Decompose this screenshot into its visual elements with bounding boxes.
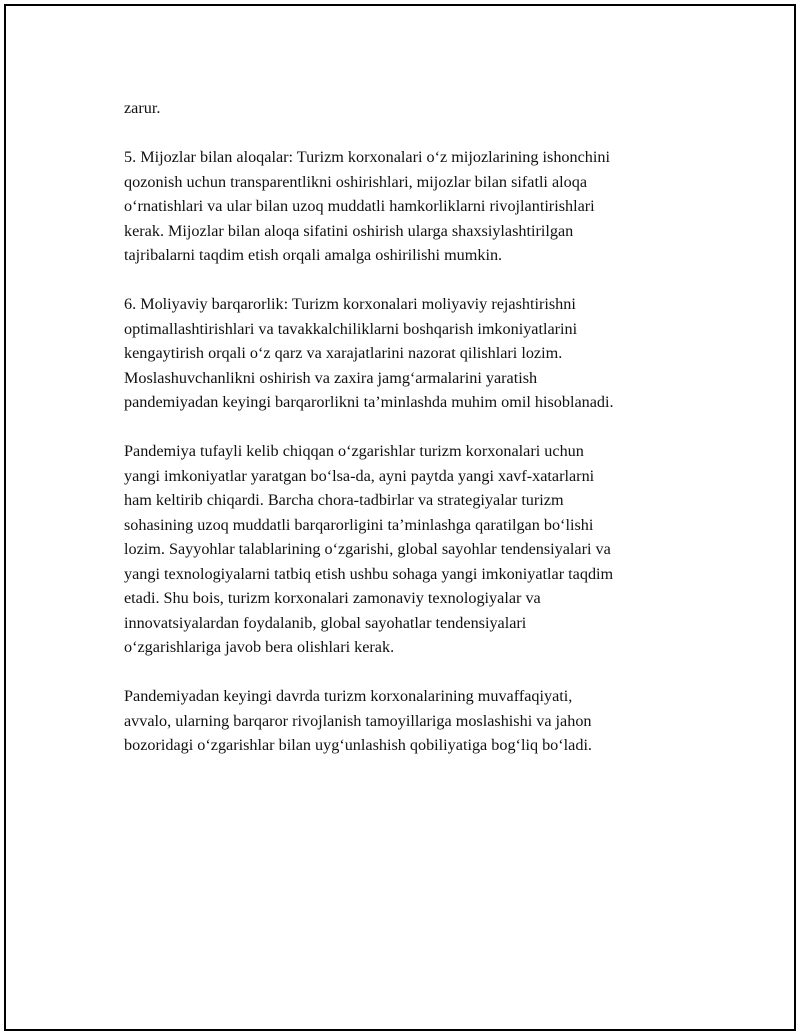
text-line: pandemiyadan keyingi barqarorlikni ta’minlashda muhim omil hisoblanadi.: [124, 393, 614, 411]
text-line: optimallashtirishlari va tavakkalchiliklarni boshqarish imkoniyatlarini: [124, 319, 578, 338]
text-line: ham keltirib chiqardi. Barcha chora-tadbirlar va strategiyalar turizm: [124, 491, 564, 509]
text-line: zarur.: [124, 99, 161, 117]
text-line: Moslashuvchanlikni oshirish va zaxira jamg‘armalarini yaratish: [124, 368, 538, 387]
text-line: kerak. Mijozlar bilan aloqa sifatini oshirish ularga shaxsiylashtirilgan: [124, 221, 574, 240]
text-line: yangi imkoniyatlar yaratgan bo‘lsa-da, ayni paytda yangi xavf-xatarlarni: [124, 466, 595, 485]
paragraph-conclusion: [124, 684, 704, 758]
text-line: Pandemiyadan keyingi davrda turizm korxonalarining muvaffaqiyati,: [124, 687, 573, 705]
paragraph-pandemic-changes: [124, 439, 704, 660]
paragraph-customer-relations: [124, 145, 704, 268]
text-line: o‘zgarishlariga javob bera olishlari kerak.: [124, 638, 395, 656]
text-line: Pandemiya tufayli kelib chiqqan o‘zgarishlar turizm korxonalari uchun: [124, 442, 584, 460]
text-line: avvalo, ularning barqaror rivojlanish tamoyillariga moslashishi va jahon: [124, 711, 592, 730]
text-line: innovatsiyalardan foydalanib, global sayohatlar tendensiyalari: [124, 613, 527, 632]
text-line: sohasining uzoq muddatli barqarorligini ta’minlashga qaratilgan bo‘lishi: [124, 515, 594, 534]
paragraph-continuation: [124, 96, 704, 121]
text-line: 5. Mijozlar bilan aloqalar: Turizm korxonalari o‘z mijozlarining ishonchini: [124, 148, 610, 166]
text-line: qozonish uchun transparentlikni oshirishlari, mijozlar bilan sifatli aloqa: [124, 172, 588, 191]
text-line: lozim. Sayyohlar talablarining o‘zgarishi, global sayohlar tendensiyalari va: [124, 540, 611, 558]
text-line: etadi. Shu bois, turizm korxonalari zamonaviy texnologiyalar va: [124, 589, 541, 607]
text-line: kengaytirish orqali o‘z qarz va xarajatlarini nazorat qilishlari lozim.: [124, 344, 563, 362]
text-line: o‘rnatishlari va ular bilan uzoq muddatli hamkorliklarni rivojlantirishlari: [124, 197, 595, 215]
paragraph-financial-stability: [124, 292, 704, 415]
document-page: [4, 4, 796, 1031]
text-line: bozoridagi o‘zgarishlar bilan uyg‘unlashish qobiliyatiga bog‘liq bo‘ladi.: [124, 736, 592, 754]
text-line: yangi texnologiyalarni tatbiq etish ushbu sohaga yangi imkoniyatlar taqdim: [124, 564, 614, 583]
text-line: tajribalarni taqdim etish orqali amalga oshirilishi mumkin.: [124, 246, 503, 264]
document-body: [124, 96, 704, 782]
text-line: 6. Moliyaviy barqarorlik: Turizm korxonalari moliyaviy rejashtirishni: [124, 295, 576, 313]
